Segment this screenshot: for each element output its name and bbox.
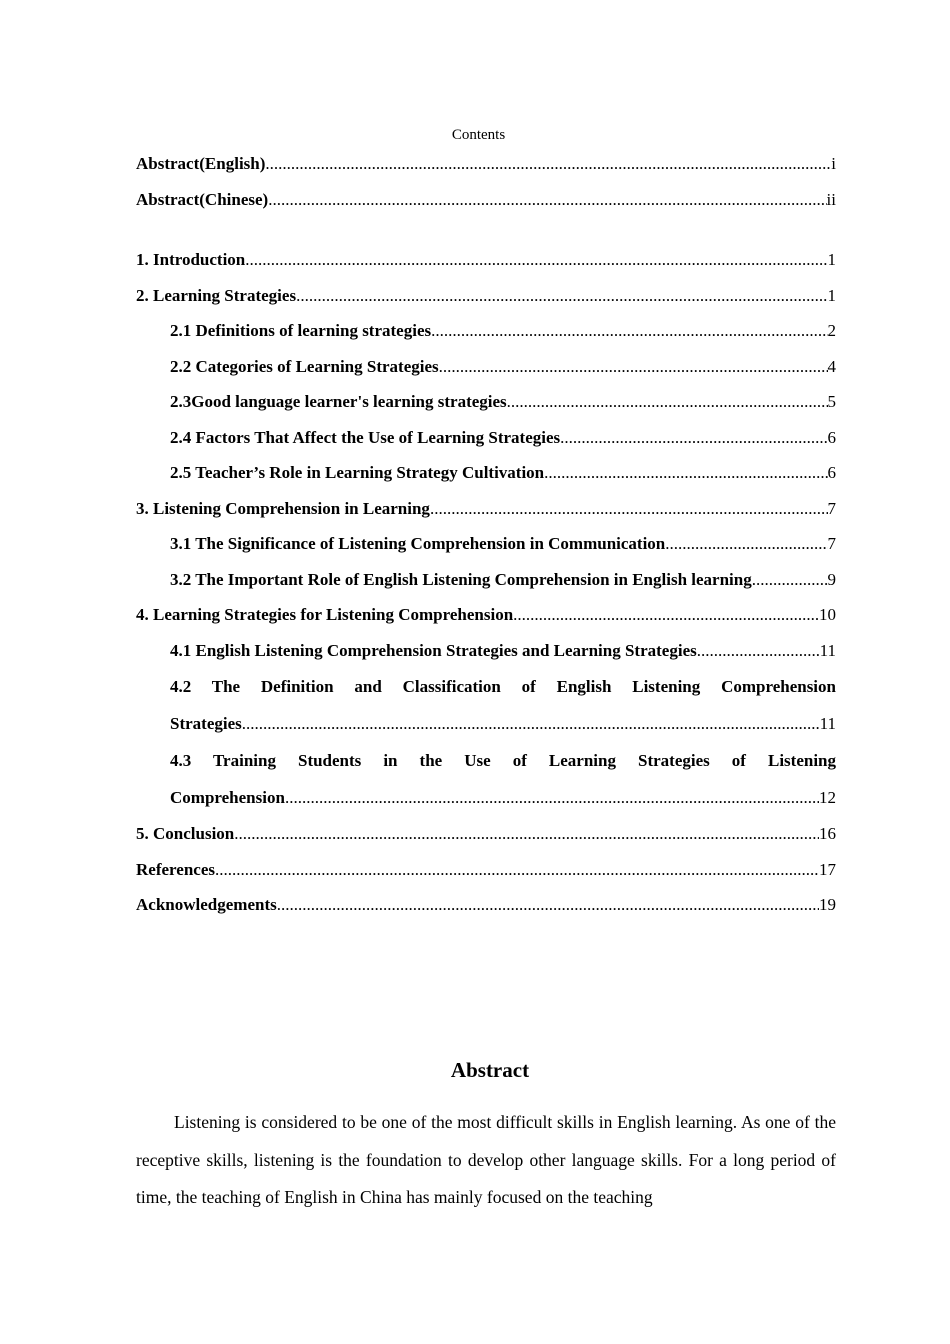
toc-entry-label-line1: 4.2 The Definition and Classification of English Listening Comprehension <box>170 677 836 696</box>
toc-leader-dots <box>265 146 831 182</box>
toc-leader-dots <box>665 526 827 562</box>
toc-entry-3-1[interactable] <box>136 526 836 562</box>
toc-entry-page: 6 <box>827 463 836 482</box>
toc-entry-label: Acknowledgements <box>136 895 277 914</box>
toc-entry-label: References <box>136 859 215 879</box>
toc-entry-label: 5. Conclusion <box>136 824 235 843</box>
toc-leader-dots <box>697 633 820 669</box>
toc-leader-dots <box>430 491 828 527</box>
toc-entry-label-line2: Comprehension <box>170 788 285 807</box>
toc-leader-dots <box>752 562 828 598</box>
toc-entry-page: ii <box>826 189 836 209</box>
toc-entry-page: 12 <box>819 788 836 807</box>
toc-entry-page: 17 <box>819 859 836 879</box>
toc-entry-label: 2.3Good language learner's learning strategies <box>170 392 507 411</box>
toc-entry-2-1[interactable] <box>136 313 836 349</box>
toc-leader-dots <box>507 384 828 420</box>
toc-title: Contents <box>451 127 506 143</box>
toc-entry-page: 11 <box>819 714 836 733</box>
toc-entry-label-line2: Strategies <box>170 714 242 733</box>
toc-entry-label: 2. Learning Strategies <box>136 285 297 305</box>
toc-entry-3-2[interactable] <box>136 562 836 598</box>
toc-leader-dots <box>513 597 819 633</box>
toc-leader-dots <box>296 278 827 314</box>
toc-leader-dots <box>215 852 819 888</box>
toc-entry-page: 7 <box>827 534 836 553</box>
toc-entry-label: 1. Introduction <box>136 250 246 269</box>
toc-entry-introduction[interactable] <box>136 242 836 278</box>
toc-entry-learning-strategies-listening[interactable] <box>136 597 836 633</box>
toc-entry-label: 3.2 The Important Role of English Listening Comprehension in English learning <box>170 569 752 589</box>
toc-entry-label: 2.4 Factors That Affect the Use of Learning Strategies <box>170 427 561 447</box>
toc-entry-abstract-english[interactable] <box>136 146 836 182</box>
toc-entry-page: i <box>831 154 836 173</box>
toc-entry-label: 4.1 English Listening Comprehension Strategies and Learning Strategies <box>170 640 697 660</box>
toc-entry-label: 2.2 Categories of Learning Strategies <box>170 356 439 376</box>
toc-entry-label: Abstract(English) <box>136 154 266 173</box>
toc-leader-dots <box>277 887 819 923</box>
toc-entry-abstract-chinese[interactable] <box>136 182 836 218</box>
toc-entry-label-line1: 4.3 Training Students in the Use of Learning Strategies of Listening <box>170 751 836 770</box>
toc-entry-label: 3.1 The Significance of Listening Comprehension in Communication <box>170 534 666 553</box>
toc-entry-label: 4. Learning Strategies for Listening Comprehension <box>136 605 514 624</box>
toc-entry-page: 16 <box>819 824 836 843</box>
toc-leader-dots <box>439 349 828 385</box>
toc-entry-acknowledgements[interactable] <box>136 887 836 923</box>
toc-entry-page: 7 <box>827 498 836 518</box>
toc-entry-page: 10 <box>819 605 836 624</box>
toc-entry-2-2[interactable] <box>136 349 836 385</box>
toc-leader-dots <box>544 455 827 491</box>
toc-entry-page: 11 <box>819 640 836 660</box>
toc-entry-4-1[interactable] <box>136 633 836 669</box>
toc-entry-page: 1 <box>827 250 836 269</box>
toc-leader-dots <box>560 420 827 456</box>
toc-entry-page: 2 <box>827 321 836 340</box>
toc-entry-references[interactable] <box>136 852 836 888</box>
toc-entry-label: Abstract(Chinese) <box>136 189 269 209</box>
toc-entry-page: 4 <box>827 356 836 376</box>
toc-entry-2-5[interactable] <box>136 455 836 491</box>
toc-entry-page: 19 <box>819 895 836 914</box>
toc-entry-learning-strategies[interactable] <box>136 278 836 314</box>
toc-leader-dots <box>234 816 819 852</box>
toc-leader-dots <box>268 182 826 218</box>
toc-entry-2-3[interactable] <box>136 384 836 420</box>
toc-leader-dots <box>245 242 827 278</box>
toc-entry-label: 2.1 Definitions of learning strategies <box>170 321 432 340</box>
toc-entry-conclusion[interactable] <box>136 816 836 852</box>
toc-entry-page: 6 <box>827 427 836 447</box>
abstract-paragraph: Listening is considered to be one of the most difficult skills in English learning. As one of the receptive skills, listening is the foundation to develop other language skills. For a long period of time, the teaching of English in China has mainly focused on the teaching <box>136 1112 836 1207</box>
toc-entry-page: 1 <box>827 285 836 305</box>
toc-entry-label: 3. Listening Comprehension in Learning <box>136 498 430 518</box>
toc-entry-4-2[interactable] <box>136 668 836 742</box>
toc-entry-page: 9 <box>827 569 836 589</box>
toc-entry-page: 5 <box>827 392 836 411</box>
toc-leader-dots <box>431 313 827 349</box>
toc-entry-label: 2.5 Teacher’s Role in Learning Strategy Cultivation <box>170 463 545 482</box>
toc-leader-dots <box>242 705 820 742</box>
abstract-heading: Abstract <box>450 1058 530 1082</box>
table-of-contents <box>136 146 836 923</box>
toc-entry-4-3[interactable] <box>136 742 836 816</box>
toc-entry-2-4[interactable] <box>136 420 836 456</box>
toc-leader-dots <box>285 779 819 816</box>
toc-entry-listening-comprehension[interactable] <box>136 491 836 527</box>
